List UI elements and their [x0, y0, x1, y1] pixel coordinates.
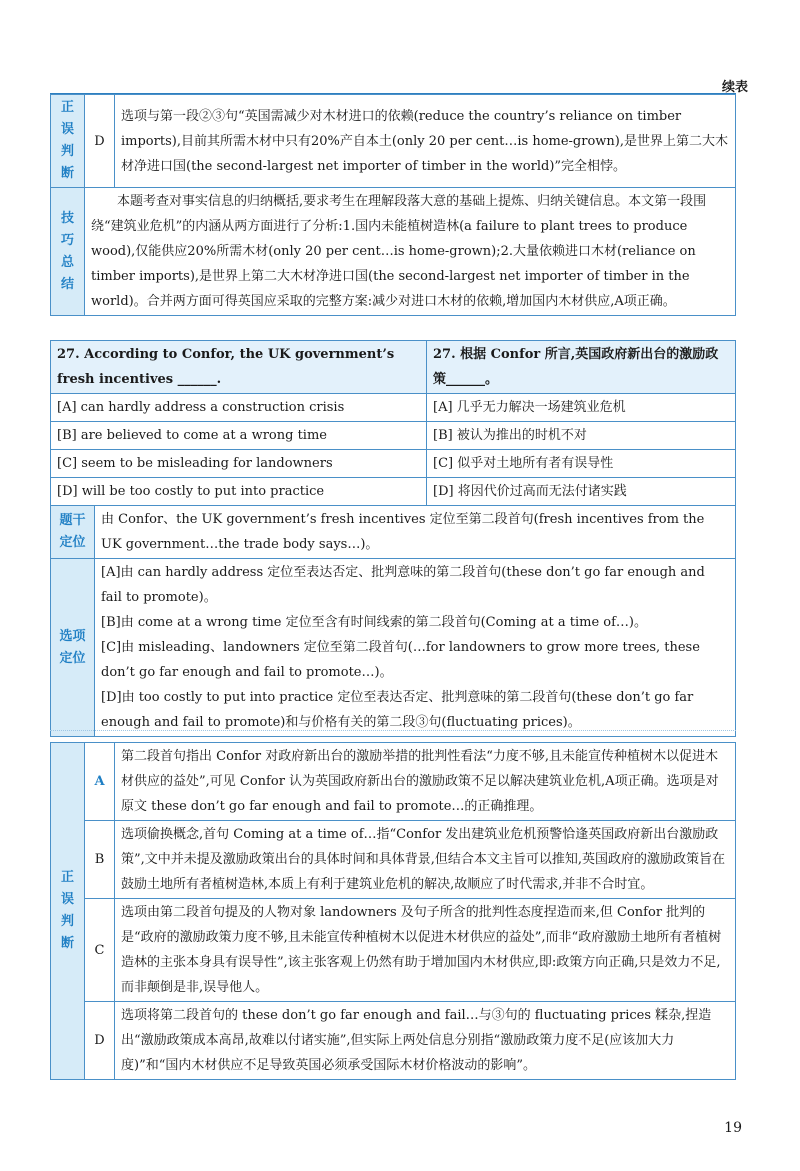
locate-option-item: [B]由 come at a wrong time 定位至含有时间线索的第二段首句(Coming at a time of…)。	[101, 615, 648, 630]
label-locate-options: 选项 定位	[51, 559, 95, 737]
question-stem-zh: 27. 根据 Confor 所言,英国政府新出台的激励政策______。	[427, 341, 736, 394]
judgment2-text: 选项偷换概念,首句 Coming at a time of…指“Confor 发出建筑业危机预警恰逢英国政府新出台激励政策”,文中并未提及激励政策出台的具体时间和具体背景,但结合本文主旨可以推知,英国政府的激励政策旨在鼓励土地所有者植树造林,本质上有利于建筑业危机的解决,故顺应了时代需求,并非不合时宜。	[115, 821, 736, 899]
judgment2-option: D	[85, 1002, 115, 1080]
label-judgment: 正误 判断	[51, 95, 85, 188]
judgment2-option: C	[85, 899, 115, 1002]
judgment-option: D	[85, 95, 115, 188]
option-en: [C] seem to be misleading for landowners	[51, 450, 427, 478]
judgment2-text: 选项由第二段首句提及的人物对象 landowners 及句子所含的批判性态度捏造而来,但 Confor 批判的是“政府的激励政策力度不够,且未能宣传种植树木以促进木材供应的益处”,而非“政府激励土地所有者植树造林的主张本身具有误导性”,该主张客观上仍然有助于增加国内木材供应,即:政策方向正确,只是效力不足,而非颠倒是非,误导他人。	[115, 899, 736, 1002]
option-en: [A] can hardly address a construction crisis	[51, 394, 427, 422]
judgment2-text: 第二段首句指出 Confor 对政府新出台的激励举措的批判性看法“力度不够,且未能宣传种植树木以促进木材供应的益处”,可见 Confor 认为英国政府新出台的激励政策不足以解决建筑业危机,A项正确。选项是对原文 these don’t go far enough and fail to promote…的正确推理。	[115, 743, 736, 821]
label-summary: 技巧 总结	[51, 188, 85, 316]
continuation-label: 续表	[721, 80, 748, 95]
label-judgment2: 正误 判断	[51, 743, 85, 1080]
option-zh: [B] 被认为推出的时机不对	[427, 422, 736, 450]
question-table	[50, 340, 736, 737]
judgment2-text: 选项将第二段首句的 these don’t go far enough and fail…与③句的 fluctuating prices 糅杂,捏造出“激励政策成本高昂,故难以付诸实施”,但实际上两处信息分别指“激励政策力度不足(应该加大力度)”和“国内木材供应不足导致英国必须承受国际木材价格波动的影响”。	[115, 1002, 736, 1080]
question-stem-en: 27. According to Confor, the UK government’s fresh incentives ______.	[51, 341, 427, 394]
option-zh: [D] 将因代价过高而无法付诸实践	[427, 478, 736, 506]
judgment2-option: B	[85, 821, 115, 899]
judgment-text: 选项与第一段②③句“英国需减少对木材进口的依赖(reduce the country’s reliance on timber imports),目前其所需木材中只有20%产自本土(only 20 per cent…is home-grown),是世界上第二大木材净进口国(the second-largest net importer of timber in the world)”完全相悖。	[115, 95, 736, 188]
locate-options-cell	[95, 559, 736, 737]
option-en: [D] will be too costly to put into practice	[51, 478, 427, 506]
page-number: 19	[724, 1120, 742, 1136]
option-en: [B] are believed to come at a wrong time	[51, 422, 427, 450]
judgment2-table	[50, 742, 736, 1080]
locate-option-item: [A]由 can hardly address 定位至表达否定、批判意味的第二段首句(these don’t go far enough and fail to promote)。	[101, 565, 705, 605]
judgment2-option: A	[85, 743, 115, 821]
label-locate-stem: 题干 定位	[51, 506, 95, 559]
locate-option-item: [C]由 misleading、landowners 定位至第二段首句(…for landowners to grow more trees, these don’t go far enough and fail to promote…)。	[101, 640, 700, 680]
summary-text: 本题考查对事实信息的归纳概括,要求考生在理解段落大意的基础上提炼、归纳关键信息。本文第一段围绕“建筑业危机”的内涵从两方面进行了分析:1.国内未能植树造林(a failure to plant trees to produce wood),仅能供应20%所需木材(only 20 per cent…is home-grown);2.大量依赖进口木材(reliance on timber imports),是世界上第二大木材净进口国(the second-largest net importer of timber in the world)。合并两方面可得英国应采取的完整方案:减少对进口木材的依赖,增加国内木材供应,A项正确。	[85, 188, 736, 316]
locate-option-item: [D]由 too costly to put into practice 定位至表达否定、批判意味的第二段首句(these don’t go far enough and fail to promote)和与价格有关的第二段③句(fluctuating prices)。	[101, 690, 694, 730]
option-zh: [C] 似乎对土地所有者有误导性	[427, 450, 736, 478]
section-divider	[50, 730, 736, 731]
locate-stem-text: 由 Confor、the UK government’s fresh incentives 定位至第二段首句(fresh incentives from the UK government…the trade body says…)。	[95, 506, 736, 559]
block1-table	[50, 94, 736, 316]
option-zh: [A] 几乎无力解决一场建筑业危机	[427, 394, 736, 422]
